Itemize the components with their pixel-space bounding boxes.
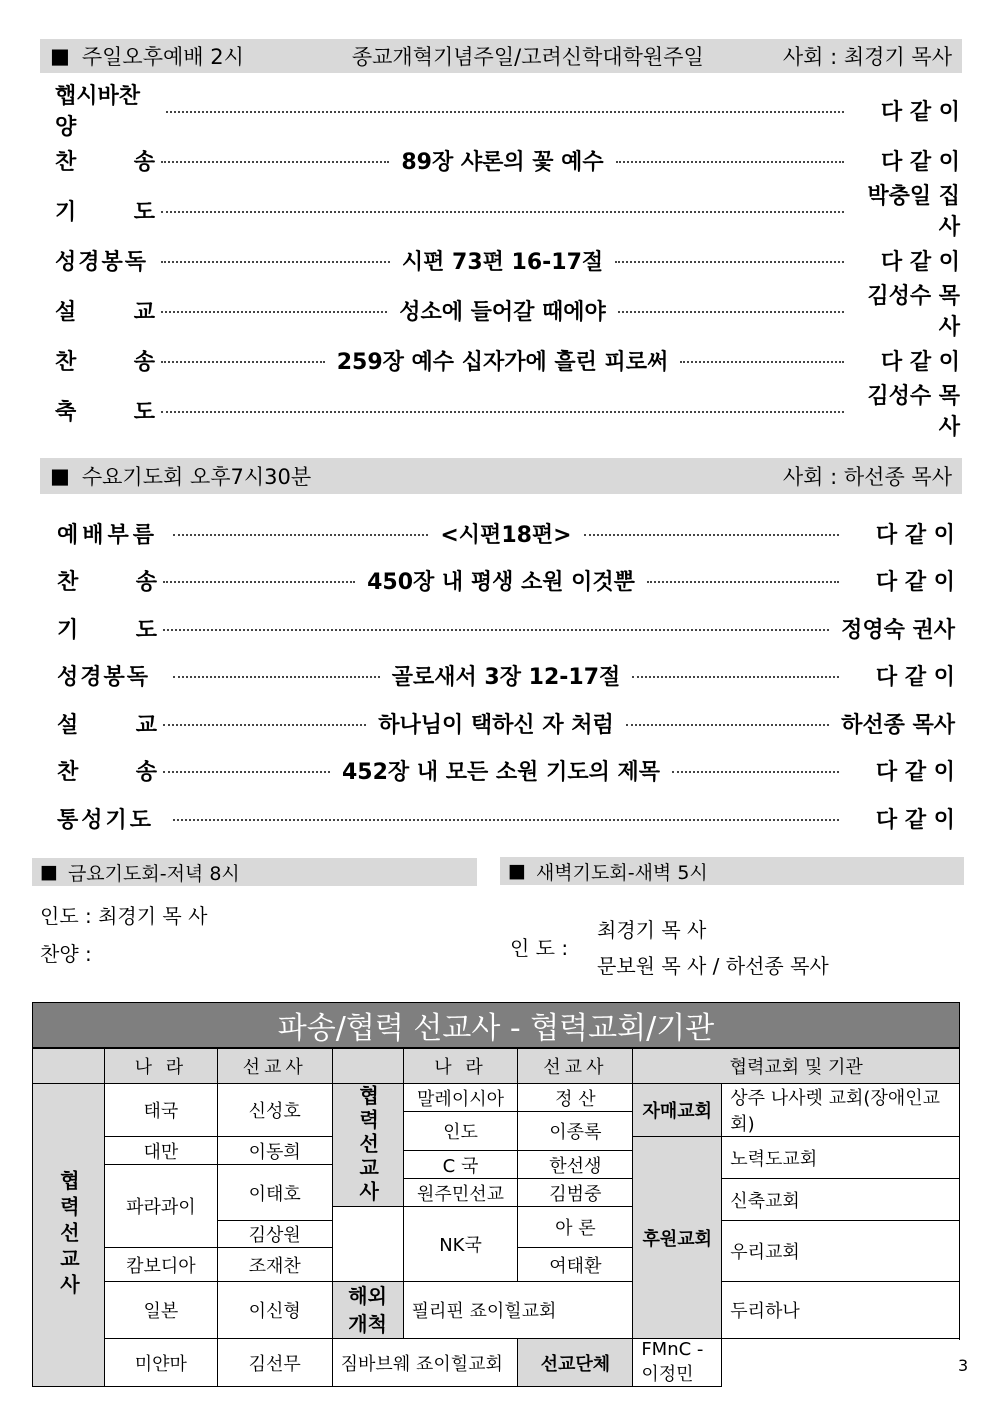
order-person: 박충일 집사: [867, 184, 960, 240]
missionary-cell: 여태환: [518, 1248, 633, 1282]
order-label: 햅시바찬양: [55, 84, 141, 140]
dot-leader: [163, 629, 829, 631]
order-label: 설 교: [55, 299, 155, 325]
square-bullet-icon: ■: [40, 861, 58, 883]
order-content: 골로새서 3장 12-17절: [391, 664, 621, 690]
country-cell: 태국: [104, 1084, 217, 1137]
table-header-row: [33, 1049, 960, 1084]
order-row: [57, 560, 955, 600]
friday-praise: 찬양 :: [40, 942, 92, 966]
order-label: 기 도: [55, 199, 155, 225]
order-person: 다 같 이: [875, 522, 955, 548]
missionary-cell: 조재찬: [217, 1248, 332, 1282]
order-row: [57, 655, 955, 695]
order-person: 김성수 목사: [867, 384, 960, 440]
dot-leader: [166, 111, 844, 113]
group2-blank: [332, 1207, 403, 1282]
order-row: [57, 750, 955, 790]
header-country: 나 라: [104, 1049, 217, 1084]
order-row: [55, 84, 960, 140]
dawn-leader-1: 최경기 목 사: [597, 918, 707, 942]
support-church: 두리하나: [722, 1282, 960, 1339]
order-label: 설 교: [57, 712, 157, 738]
sunday-host: 사회 : 최경기 목사: [782, 45, 952, 69]
order-person: 다 같 이: [880, 99, 960, 125]
square-bullet-icon: ■: [508, 860, 526, 882]
dot-leader: [616, 161, 844, 163]
order-person: 김성수 목사: [867, 284, 960, 340]
order-row: [55, 340, 960, 380]
missionary-cell: 이신형: [217, 1282, 332, 1339]
order-content: 89장 샤론의 꽃 예수: [401, 149, 604, 175]
order-person: 다 같 이: [875, 569, 955, 595]
overseas-label: 해외 개척: [332, 1282, 403, 1339]
dot-leader: [618, 311, 844, 313]
order-content: 450장 내 평생 소원 이것뿐: [367, 569, 635, 595]
dawn-header: [500, 857, 964, 885]
missionary-cell: 한선생: [518, 1151, 633, 1179]
friday-header: [32, 858, 477, 886]
sunday-header: [40, 39, 962, 73]
dot-leader: [672, 771, 839, 773]
order-label: 통성기도: [57, 807, 155, 833]
missionary-cell: 김선무: [217, 1339, 332, 1387]
wednesday-title: 수요기도회 오후7시30분: [81, 465, 312, 489]
missionary-cell: 이종록: [518, 1112, 633, 1151]
dot-leader: [161, 211, 844, 213]
wednesday-header: [40, 458, 962, 494]
dot-leader: [647, 581, 839, 583]
overseas-church: 필리핀 죠이힐교회: [403, 1282, 633, 1339]
dot-leader: [173, 534, 428, 536]
missions-table: [32, 1048, 960, 1387]
order-content: 시편 73편 16-17절: [401, 249, 604, 275]
country-cell: 일본: [104, 1282, 217, 1339]
support-church: 신축교회: [722, 1179, 960, 1221]
dot-leader: [161, 311, 387, 313]
order-content: 하나님이 택하신 자 처럼: [378, 712, 614, 738]
dot-leader: [163, 581, 355, 583]
sister-church: 상주 나사렛 교회(장애인교회): [722, 1084, 960, 1137]
dawn-leader-2: 문보원 목 사 / 하선종 목사: [597, 954, 829, 978]
order-label: 성경봉독: [55, 249, 149, 275]
group2-label: 협력선교사: [332, 1084, 403, 1207]
dawn-leader-label: 인 도 :: [510, 936, 569, 960]
sunday-title: 주일오후예배 2시: [81, 45, 244, 69]
order-label: 예배부름: [57, 522, 159, 548]
dot-leader: [161, 161, 389, 163]
dot-leader: [626, 724, 829, 726]
dot-leader: [615, 261, 844, 263]
header-missionary: 선교사: [217, 1049, 332, 1084]
order-content: <시편18편>: [440, 522, 572, 548]
square-bullet-icon: ■: [50, 44, 70, 68]
dot-leader: [161, 261, 390, 263]
order-person: 다 같 이: [875, 759, 955, 785]
order-row: [55, 140, 960, 180]
order-label: 찬 송: [57, 759, 157, 785]
country-cell: C 국: [403, 1151, 518, 1179]
friday-title: 금요기도회-저녁 8시: [67, 862, 240, 885]
missionary-cell: 정 산: [518, 1084, 633, 1112]
dot-leader: [584, 534, 839, 536]
dot-leader: [161, 411, 844, 413]
missionary-cell: 김범중: [518, 1179, 633, 1207]
country-cell: 미얀마: [104, 1339, 217, 1387]
order-label: 축 도: [55, 399, 155, 425]
order-row: [57, 608, 955, 648]
country-cell: 파라과이: [104, 1165, 217, 1248]
order-content: 452장 내 모든 소원 기도의 제목: [342, 759, 660, 785]
country-cell: 인도: [403, 1112, 518, 1151]
order-label: 찬 송: [55, 349, 155, 375]
friday-leader: 인도 : 최경기 목 사: [40, 904, 208, 928]
order-row: [55, 184, 960, 240]
org-label: 선교단체: [518, 1339, 633, 1387]
order-label: 기 도: [57, 617, 157, 643]
order-person: 정영숙 권사: [841, 617, 955, 643]
header-church: 협력교회 및 기관: [633, 1049, 960, 1084]
order-label: 찬 송: [57, 569, 157, 595]
dot-leader: [173, 819, 839, 821]
header-blank: [33, 1049, 105, 1084]
org-name: FMnC - 이정민: [633, 1339, 722, 1387]
order-person: 다 같 이: [875, 664, 955, 690]
missions-title: 파송/협력 선교사 - 협력교회/기관: [32, 1002, 960, 1048]
dot-leader: [173, 676, 380, 678]
square-bullet-icon: ■: [50, 464, 70, 488]
dot-leader: [161, 361, 325, 363]
support-church: 노력도교회: [722, 1137, 960, 1179]
order-row: [57, 703, 955, 743]
table-row: [33, 1084, 960, 1112]
order-row: [55, 384, 960, 440]
group1-label: 협력선교사: [33, 1084, 105, 1387]
sister-label: 자매교회: [633, 1084, 722, 1137]
table-row: [33, 1339, 960, 1387]
page-number: 3: [958, 1356, 969, 1375]
header-country: 나 라: [403, 1049, 518, 1084]
wednesday-host: 사회 : 하선종 목사: [782, 465, 952, 489]
missionary-cell: 이태호: [217, 1165, 332, 1221]
order-label: 성경봉독: [57, 664, 151, 690]
dawn-title: 새벽기도회-새벽 5시: [535, 861, 708, 884]
missionary-cell: 아 론: [518, 1207, 633, 1248]
header-missionary: 선교사: [518, 1049, 633, 1084]
order-content: 성소에 들어갈 때에야: [399, 299, 606, 325]
country-cell: 말레이시아: [403, 1084, 518, 1112]
missionary-cell: 김상원: [217, 1221, 332, 1248]
country-cell: NK국: [403, 1207, 518, 1282]
missionary-cell: 신성호: [217, 1084, 332, 1137]
overseas-church: 짐바브웨 죠이힐교회: [332, 1339, 518, 1387]
order-row: [57, 798, 955, 838]
table-row: [33, 1282, 960, 1339]
dot-leader: [680, 361, 844, 363]
order-person: 다 같 이: [880, 249, 960, 275]
support-church: 우리교회: [722, 1221, 960, 1282]
missionary-cell: 이동희: [217, 1137, 332, 1165]
support-label: 후원교회: [633, 1137, 722, 1339]
dot-leader: [163, 771, 330, 773]
order-label: 찬 송: [55, 149, 155, 175]
order-row: [55, 240, 960, 280]
order-person: 다 같 이: [880, 149, 961, 175]
header-blank: [332, 1049, 403, 1084]
order-row: [57, 513, 955, 553]
country-cell: 대만: [104, 1137, 217, 1165]
sunday-theme: 종교개혁기념주일/고려신학대학원주일: [351, 45, 704, 69]
country-cell: 원주민선교: [403, 1179, 518, 1207]
order-person: 다 같 이: [875, 807, 955, 833]
country-cell: 캄보디아: [104, 1248, 217, 1282]
order-person: 다 같 이: [880, 349, 960, 375]
order-person: 하선종 목사: [841, 712, 955, 738]
order-row: [55, 284, 960, 340]
order-content: 259장 예수 십자가에 흘린 피로써: [336, 349, 669, 375]
dot-leader: [632, 676, 839, 678]
dot-leader: [163, 724, 366, 726]
